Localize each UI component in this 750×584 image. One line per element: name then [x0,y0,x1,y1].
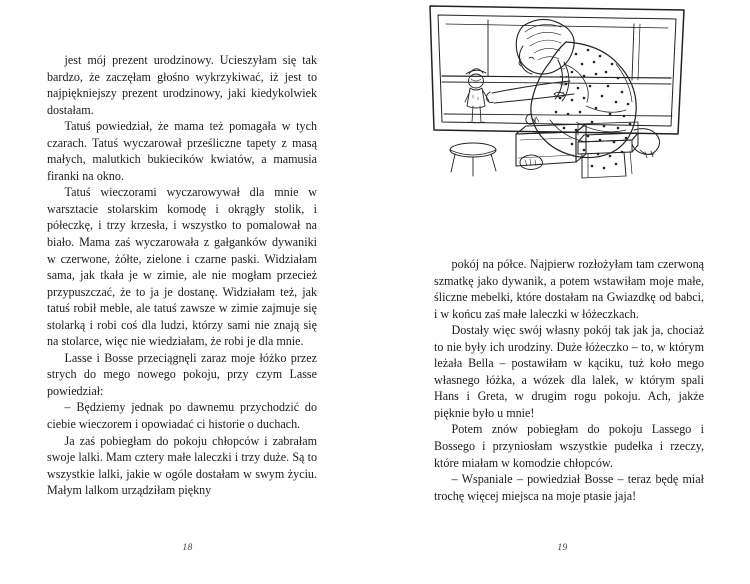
paragraph: jest mój prezent urodzinowy. Ucieszyłam się tak bardzo, że zaczęłam głośno wykrzykiwać, iż jest to najpiękniejszy prezent urodzinowy, jaki kiedykolwiek dostałam. [47,53,317,117]
paragraph: Tatuś powiedział, że mama też pomagała w tych czarach. Tatuś wyczarował prześliczne tapety z masą małych, malutkich bukiecików kwiatów, a mamusia firanki na okno. [47,119,317,183]
right-page [375,0,750,584]
paragraph: Tatuś wieczorami wyczarowywał dla mnie w warsztacie stolarskim komodę i okrągły stolik, i półeczkę, i trzy krzesła, i wszystko to pomalował na biało. Mama zaś wyczarowała z gałganków dywaniki w czerwone, żółte, zielone i czarne paski. Widziałam sama, jak tkała je w zimie, ale nie mogłam przecież przypuszczać, że to ja je dostanę. Widziałam też, jak tatuś robił meble, ale tatuś zawsze w zimie zajmuje się stolarką i robi coś dla ludzi, którzy sami nie znają się na stolarce, więc nie wiedziałam, że robi je dla mnie. [47,185,317,349]
paragraph: pokój na półce. Najpierw rozłożyłam tam czerwoną szmatkę jako dywanik, a potem wstawiłam moje małe, śliczne mebelki, które dostałam na Gwiazdkę od babci, i w końcu zaś małe laleczki w łóżeczkach. [434,257,704,321]
paragraph: Lasse i Bosse przeciągnęli zaraz moje łóżko przez strych do mego nowego pokoju, przy czym Lasse powiedział: [47,350,317,398]
page-number-left: 18 [182,543,193,553]
girl-head-and-braid [516,19,574,101]
illustration-girl-arranging-dolls [426,2,691,197]
girl-body-dress [531,42,636,169]
right-page-text-column [434,256,704,504]
paragraph: – Będziemy jednak po dawnemu przychodzić do ciebie wieczorem i opowiadać ci historie o duchach. [47,400,317,432]
doll-bed-bench [578,122,638,178]
left-page-text-column [47,52,317,499]
round-stool [450,143,496,176]
paragraph: Dostały więc swój własny pokój tak jak ja, chociaż to nie były ich urodziny. Duże łóżeczko – to, w którym leżała Bella – postawiłam w kąciku, tuż koło mego własnego łóżka, a wózek dla lalek, w którym spali Hans i Greta, w drugim rogu pokoju. Ach, jakże pięknie było u mnie! [434,323,704,420]
paragraph: – Wspaniale – powiedział Bosse – teraz będę miał trochę więcej miejsca na moje ptasie jaja! [434,472,704,503]
paragraph: Potem znów pobiegłam do pokoju Lassego i Bossego i przyniosłam wszystkie pudełka i rzeczy, które miałam w komodzie chłopców. [434,422,704,470]
paragraph: Ja zaś pobiegłam do pokoju chłopców i zabrałam swoje lalki. Mam cztery małe laleczki i trzy duże. Są to wszystkie lalki, jakie w ogóle dostałam w swym życiu. Małym lalkom urządziłam piękny [47,433,317,498]
page-number-right: 19 [557,543,568,553]
